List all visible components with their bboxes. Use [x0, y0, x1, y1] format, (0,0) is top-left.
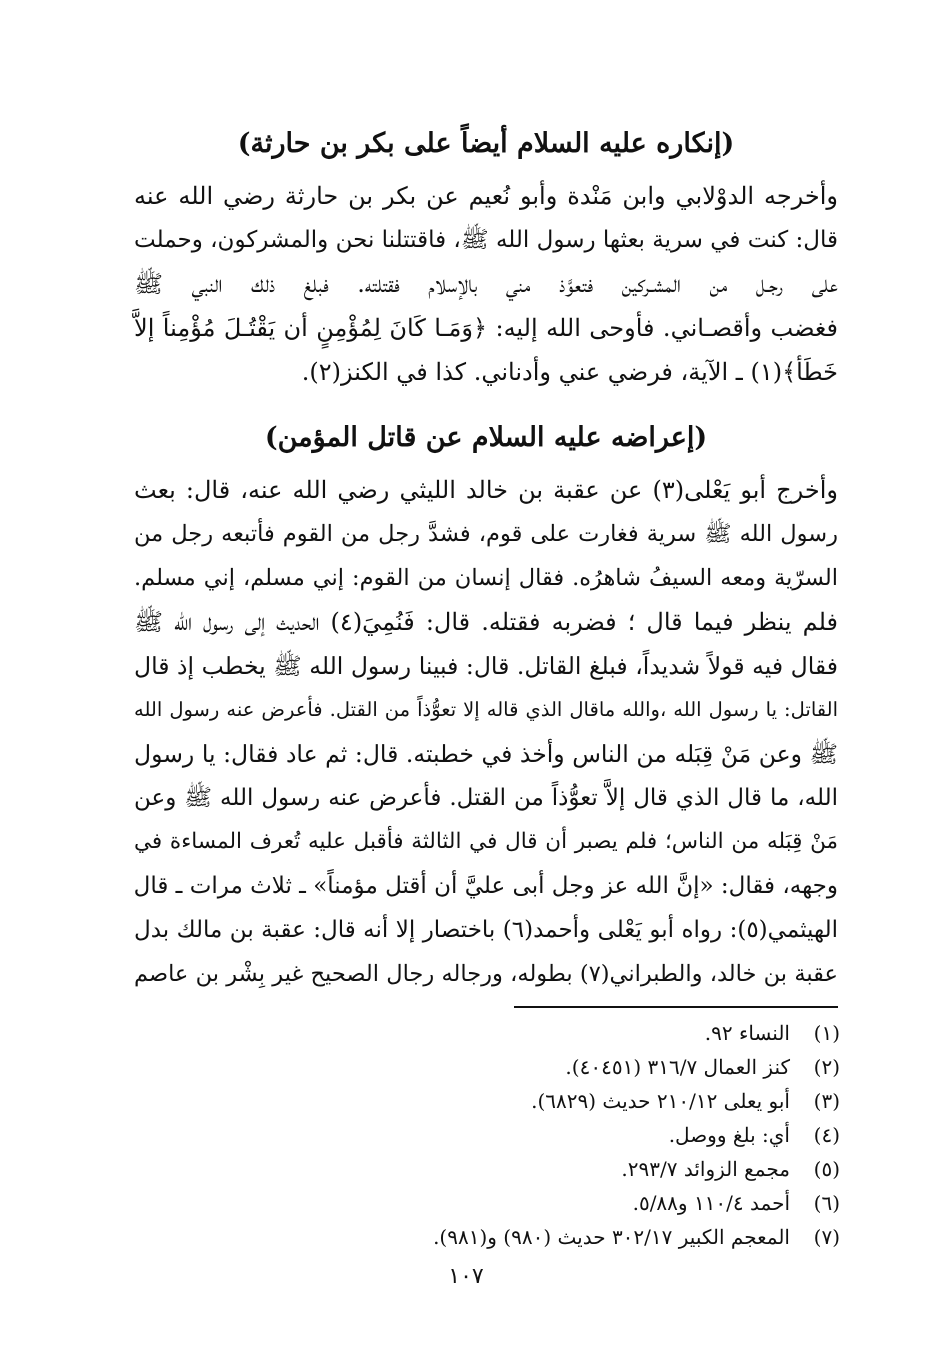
- paragraph-line: ﷺ وعن مَنْ قِبَله من الناس وأخذ في خطبته. قال: ثم عاد فقال: يا رسول: [134, 740, 838, 768]
- footnote: [633, 1188, 840, 1218]
- section-heading-2: (إعراضه عليه السلام عن قاتل المؤمن): [264, 422, 708, 453]
- footnote-text: مجمع الزوائد ٢٩٣/٧.: [621, 1157, 790, 1181]
- footnote-number: (٦): [813, 1191, 840, 1215]
- footnote-text: أبو يعلى ٢١٠/١٢ حديث (٦٨٢٩).: [531, 1089, 790, 1113]
- page-number: ١٠٧: [448, 1264, 484, 1289]
- paragraph-line: وأخرج أبو يَعْلى(٣) عن عقبة بن خالد الليثي رضي الله عنه، قال: بعث: [134, 476, 839, 504]
- footnote-number: (٣): [813, 1089, 840, 1113]
- paragraph-line: مَنْ قِبَله من الناس؛ فلم يصبر أن قال في الثالثة فأقبل عليه تُعرف المساءة في: [134, 829, 838, 854]
- footnote-text: النساء ٩٢.: [704, 1021, 790, 1045]
- footnote: [433, 1222, 840, 1252]
- paragraph-line: قال: كنت في سرية بعثها رسول الله ﷺ، فاقتتلنا نحن والمشركون، وحملت: [134, 227, 838, 253]
- paragraph-line: رسول الله ﷺ سرية فغارت على قوم، فشدَّ رجل من القوم فأتبعه رجل من: [134, 521, 838, 547]
- paragraph-line: الهيثمي(٥): رواه أبو يَعْلى وأحمد(٦) باختصار إلا أنه قال: عقبة بن مالك بدل: [134, 917, 838, 943]
- paragraph-line: عقبة بن خالد، والطبراني(٧) بطوله، ورجاله رجال الصحيح غير بِشْر بن عاصم: [134, 961, 838, 987]
- footnote: [621, 1154, 840, 1184]
- paragraph-line: السرّية ومعه السيفُ شاهرُه. فقال إنسان من القوم: إني مسلم، إني مسلم.: [134, 565, 838, 591]
- paragraph-line: القاتل: يا رسول الله ،والله ماقال الذي قاله إلا تعوُّذاً من القتل. فأعرض عنه رسول الله: [134, 698, 838, 721]
- footnote: [705, 1018, 840, 1048]
- footnote-number: (٢): [813, 1055, 840, 1079]
- paragraph-line: الله، ما قال الذي قال إلاَّ تعوُّذاً من القتل. فأعرض عنه رسول الله ﷺ وعن: [134, 785, 838, 811]
- footnote-text: المعجم الكبير ٣٠٢/١٧ حديث (٩٨٠) و(٩٨١).: [433, 1225, 790, 1249]
- paragraph-line: خَطَأ﴾(١) ـ الآية، فرضي عني وأدناني. كذا في الكنز(٢).: [301, 358, 838, 386]
- footnote-text: كنز العمال ٣١٦/٧ (٤٠٤٥١).: [565, 1055, 790, 1079]
- paragraph-line: فقال فيه قولاً شديداً، فبلغ القاتل. قال: فبينا رسول الله ﷺ يخطب إذ قال: [134, 652, 838, 680]
- paragraph-line: فغضب وأقصـاني. فأوحى الله إليه: ﴿وَمَـا كَانَ لِمُؤْمِنٍ أن يَقْتُـلَ مُؤْمِناً إلاَّ: [134, 314, 838, 342]
- footnote-text: أحمد ١١٠/٤ و٥/٨٨.: [632, 1191, 790, 1215]
- footnote: [565, 1052, 840, 1082]
- footnote-separator: [514, 1006, 838, 1008]
- footnote-number: (١): [813, 1021, 840, 1045]
- paragraph-line: فلم ينظر فيما قال ؛ فضربه فقتله. قال: فَنُمِيَ(٤) الحديث إلى رسول الله ﷺ: [134, 608, 838, 636]
- footnote-number: (٥): [813, 1157, 840, 1181]
- section-heading-1: (إنكاره عليه السلام أيضاً على بكر بن حارثة): [237, 128, 735, 159]
- paragraph-line: وأخرجه الدوْلابي وابن مَنْدة وأبو نُعيم عن بكر بن حارثة رضي الله عنه: [134, 182, 838, 210]
- footnote-text: أي: بلغ ووصل.: [668, 1123, 790, 1147]
- footnote-number: (٧): [813, 1225, 840, 1249]
- paragraph-line: وجهه، فقال: «إنَّ الله عز وجل أبى عليَّ أن أقتل مؤمناً» ـ ثلاث مرات ـ قال: [133, 873, 838, 899]
- footnote: [669, 1120, 840, 1150]
- footnote: [531, 1086, 840, 1116]
- paragraph-line: على رجـل من المشـركين فتعوَّذ مني بالإسلام فقتلته. فبلغ ذلك النبي ﷺ: [134, 270, 838, 298]
- footnote-number: (٤): [813, 1123, 840, 1147]
